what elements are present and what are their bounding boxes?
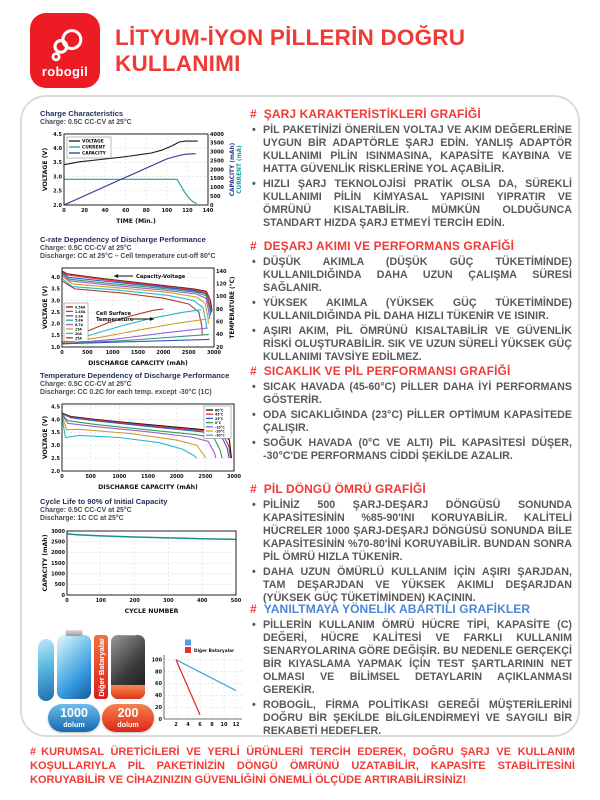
- chart-block-charge-characteristics: [40, 109, 248, 225]
- svg-text:4.0: 4.0: [51, 275, 60, 282]
- section-title: YANILTMAYA YÖNELİK ABARTILI GRAFİKLER: [263, 602, 531, 616]
- svg-text:100: 100: [151, 657, 162, 664]
- svg-text:60: 60: [155, 681, 162, 688]
- chart-subtitle: Charge: 0.5C CC-CV at 25°C: [40, 507, 132, 514]
- bullet-item: • ROBOGİL, FİRMA POLİTİKASI GEREĞİ MÜŞTERİLERİNİ DOĞRU BİR ŞEKİLDE BİLGİLENDİRMEYİ VE SAYGILI BİR REKABETİ HEDEFLER.: [250, 699, 572, 738]
- bullet-item: • DAHA UZUN ÖMÜRLÜ KULLANIM İÇİN AŞIRI ŞARJDAN, TAM DEŞARJDAN VE YÜKSEK AKIMLI DEŞARJDAN (YÜKSEK GÜÇ TÜKETİMİNDEN) KAÇININ.: [250, 566, 572, 605]
- header: [30, 13, 560, 88]
- svg-text:4000: 4000: [210, 131, 224, 138]
- svg-text:-30°C: -30°C: [215, 433, 225, 438]
- svg-text:500: 500: [82, 350, 93, 356]
- section-title: PİL DÖNGÜ ÖMRÜ GRAFİĞİ: [263, 482, 426, 496]
- svg-text:Diğer Bataryalar: Diğer Bataryalar: [194, 649, 235, 654]
- svg-text:8: 8: [210, 722, 214, 728]
- battery-low-dark: [111, 635, 145, 699]
- svg-text:0: 0: [65, 598, 69, 604]
- svg-text:500: 500: [210, 193, 221, 200]
- svg-text:5.8A: 5.8A: [75, 318, 84, 323]
- chart-subtitle: Discharge: 1C CC at 25°C: [40, 515, 124, 522]
- cycle-badge-200: [102, 704, 154, 732]
- bullet-item: • HIZLI ŞARJ TEKNOLOJİSİ PRATİK OLSA DA, SÜREKLİ KULLANIMI PİLİN KİMYASAL YAPISINI YIPRATIR VE ÖMRÜNÜ KISALTABİLİR. MÜMKÜN OLDUĞUNCA STANDART HIZDA ŞARJ ETMEYİ TERCİH EDİN.: [250, 178, 572, 230]
- svg-text:60: 60: [216, 319, 223, 326]
- svg-text:TIME (Min.): TIME (Min.): [116, 218, 156, 225]
- svg-text:4.5: 4.5: [51, 404, 60, 411]
- svg-text:20: 20: [155, 704, 162, 711]
- svg-text:1500: 1500: [131, 350, 145, 356]
- section-heading: [250, 482, 572, 496]
- svg-text:VOLTAGE (V): VOLTAGE (V): [42, 285, 49, 330]
- hash-symbol: #: [30, 746, 37, 758]
- svg-text:400: 400: [196, 598, 208, 604]
- robogil-battery-column: [57, 629, 91, 732]
- temperature-discharge-chart: [40, 399, 244, 491]
- cycle-life-chart: [40, 525, 244, 615]
- svg-text:2.9A: 2.9A: [75, 314, 84, 319]
- svg-text:3500: 3500: [210, 140, 224, 147]
- cycle-count: 1000: [60, 706, 88, 720]
- svg-text:500: 500: [230, 598, 242, 604]
- svg-text:0°C: 0°C: [215, 421, 222, 426]
- svg-text:2000: 2000: [169, 474, 184, 480]
- section-heading: [250, 239, 572, 253]
- svg-text:CURRENT (mA): CURRENT (mA): [237, 145, 243, 194]
- charge-characteristics-chart: [40, 129, 244, 225]
- section-title: SICAKLIK VE PİL PERFORMANSI GRAFİĞİ: [263, 364, 511, 378]
- logo-text: robogil: [41, 63, 89, 79]
- svg-text:1000: 1000: [51, 571, 65, 578]
- svg-text:2: 2: [174, 722, 178, 728]
- svg-text:45°C: 45°C: [215, 412, 224, 417]
- svg-text:CURRENT: CURRENT: [82, 145, 106, 151]
- hash-symbol: #: [250, 364, 257, 378]
- section-bullets: [250, 124, 572, 230]
- svg-text:2.5: 2.5: [51, 309, 60, 316]
- svg-text:2500: 2500: [181, 350, 196, 356]
- section-discharge-performance: [250, 239, 572, 366]
- svg-text:3000: 3000: [210, 149, 224, 156]
- svg-text:60°C: 60°C: [215, 408, 224, 413]
- other-batteries-label: Diğer Bataryalar: [96, 637, 106, 697]
- svg-text:3000: 3000: [227, 474, 241, 480]
- svg-text:2.0: 2.0: [51, 468, 60, 475]
- svg-text:140: 140: [202, 208, 214, 214]
- svg-text:40: 40: [155, 693, 162, 700]
- svg-text:CAPACITY: CAPACITY: [82, 151, 106, 157]
- svg-text:120: 120: [182, 208, 193, 214]
- svg-text:80: 80: [155, 669, 162, 676]
- hash-symbol: #: [250, 482, 257, 496]
- svg-text:3.5: 3.5: [51, 430, 60, 437]
- svg-text:1.45A: 1.45A: [75, 309, 86, 314]
- bullet-item: • ODA SICAKLIĞINDA (23°C) PİLLER OPTİMUM KAPASİTEDE ÇALIŞIR.: [250, 409, 572, 435]
- section-title: DEŞARJ AKIMI VE PERFORMANS GRAFİĞİ: [263, 239, 515, 253]
- svg-text:15A: 15A: [75, 327, 82, 332]
- svg-text:60: 60: [122, 208, 130, 214]
- chart-block-cycle-life: [40, 497, 248, 615]
- chart-subtitle: Charge: 0.5C CC-CV at 25°C: [40, 381, 132, 388]
- chart-title: Charge Characteristics: [40, 109, 124, 118]
- svg-text:40: 40: [101, 208, 109, 214]
- svg-text:100: 100: [95, 598, 107, 604]
- svg-text:20A: 20A: [75, 331, 82, 336]
- battery-comparison-graphic: [38, 629, 250, 733]
- section-bullets: [250, 499, 572, 605]
- svg-text:1500: 1500: [51, 560, 65, 567]
- svg-text:3000: 3000: [207, 350, 221, 356]
- bullet-item: • PİL PAKETİNİZİ ÖNERİLEN VOLTAJ VE AKIM DEĞERLERİNE UYGUN BİR ADAPTÖRLE ŞARJ EDİN. YANLIŞ ADAPTÖR KULLANIMI PİLİN ISINMASINA, KAPASİTE KAYBINA VE HATTA GÜVENLİK RİSKLERİNE YOL AÇABİLİR.: [250, 124, 572, 176]
- svg-text:300: 300: [163, 598, 174, 604]
- bullet-item: • PİLLERİN KULLANIM ÖMRÜ HÜCRE TİPİ, KAPASİTE (C) DEĞERİ, HÜCRE KALİTESİ VE FARKLI KULLANIM SENARYOLARINA GÖRE DEĞİŞİR. BU NEDENLE GERÇEKÇİ BİR KIYASLAMA YAPMAK İÇİN TEST ŞARTLARININ NET OLMASI VE BİLİMSEL DETAYLARIN AÇIKLANMASI GEREKİR.: [250, 619, 572, 697]
- svg-text:CYCLE NUMBER: CYCLE NUMBER: [124, 608, 179, 615]
- battery-full-blue: [57, 635, 91, 699]
- svg-text:20: 20: [216, 344, 223, 351]
- bullet-item: • PİLİNİZ 500 ŞARJ-DEŞARJ DÖNGÜSÜ SONUNDA KAPASİTESİNİN %85-90'INI KORUYABİLİR. KALİTELİ HÜCRELER 1000 ŞARJ-DEŞARJ DÖNGÜSÜ SONUNDA BİLE KAPASİTESİNİN %70-80'İNİ KORUYABİLİR. BUNDAN SONRA PİL ÖMRÜ HIZLA TÜKENİR.: [250, 499, 572, 564]
- cycle-unit: dolum: [117, 719, 139, 729]
- hash-symbol: #: [250, 239, 257, 253]
- cycle-count: 200: [117, 706, 139, 720]
- svg-text:4.5: 4.5: [53, 131, 62, 138]
- svg-text:Cell Surface: Cell Surface: [96, 311, 132, 317]
- svg-text:2000: 2000: [51, 550, 65, 557]
- svg-text:100: 100: [216, 294, 227, 301]
- footer-text: KURUMSAL ÜRETİCİLERİ VE YERLİ ÜRÜNLERİ TERCİH EDEREK, DOĞRU ŞARJ VE KULLANIM KOŞULLARIYLA PİL PAKETİNİZİN DÖNGÜ ÖMRÜNÜ UZATABİLİR, KAPASİTE STABİLİTESİNİ KORUYABİLİR VE CİHAZINIZIN GÜVENLİĞİNİ ÖNEMLİ ÖLÇÜDE ARTIRABİLİRSİNİZ!: [30, 746, 575, 786]
- other-batteries-bar: [94, 635, 108, 699]
- crate-discharge-chart: [40, 263, 244, 367]
- svg-text:-20°C: -20°C: [215, 429, 225, 434]
- svg-text:1000: 1000: [210, 185, 224, 192]
- svg-text:200: 200: [129, 598, 140, 604]
- svg-text:3.5: 3.5: [53, 160, 62, 167]
- svg-text:20: 20: [81, 208, 89, 214]
- svg-text:500: 500: [54, 582, 65, 589]
- hash-symbol: #: [250, 107, 257, 121]
- svg-text:100: 100: [161, 208, 173, 214]
- svg-text:0: 0: [60, 474, 64, 480]
- svg-text:2500: 2500: [210, 158, 224, 165]
- svg-text:3000: 3000: [51, 528, 65, 535]
- chart-subtitle: Discharge: CC 0.2C for each temp. except -30°C (1C): [40, 389, 212, 396]
- chart-block-temperature-discharge: [40, 371, 248, 491]
- svg-text:CAPACITY (mAh): CAPACITY (mAh): [42, 534, 49, 592]
- section-heading: [250, 364, 572, 378]
- svg-text:1000: 1000: [112, 474, 127, 480]
- section-misleading-graphs: [250, 602, 572, 739]
- page-title: LİTYUM-İYON PİLLERİN DOĞRU KULLANIMI: [115, 25, 466, 76]
- svg-text:0: 0: [62, 208, 66, 214]
- section-charge-characteristics: [250, 107, 572, 232]
- other-battery-column: [111, 629, 145, 732]
- svg-text:6: 6: [198, 722, 202, 728]
- svg-text:VOLTAGE (V): VOLTAGE (V): [42, 415, 49, 460]
- svg-text:VOLTAGE (V): VOLTAGE (V): [42, 147, 49, 192]
- svg-text:8.7A: 8.7A: [75, 323, 84, 328]
- svg-text:2.5: 2.5: [51, 455, 60, 462]
- svg-text:2.0: 2.0: [53, 202, 62, 209]
- svg-text:TEMPERATURE (°C): TEMPERATURE (°C): [230, 276, 236, 339]
- svg-text:CAPACITY (mAh): CAPACITY (mAh): [230, 142, 236, 197]
- svg-text:1.0: 1.0: [51, 344, 60, 351]
- svg-text:Capacity-Voltage: Capacity-Voltage: [136, 274, 186, 280]
- svg-text:500: 500: [85, 474, 96, 480]
- svg-text:1500: 1500: [210, 176, 224, 183]
- section-cycle-life: [250, 482, 572, 607]
- svg-text:80: 80: [142, 208, 150, 214]
- svg-text:2.5: 2.5: [53, 188, 62, 195]
- section-title: ŞARJ KARAKTERİSTİKLERİ GRAFİĞİ: [263, 107, 481, 121]
- svg-text:2500: 2500: [198, 474, 213, 480]
- svg-text:VOLTAGE: VOLTAGE: [82, 139, 104, 145]
- section-heading: [250, 602, 572, 616]
- svg-text:25°C: 25°C: [215, 416, 224, 421]
- cycle-comparison-mini-chart: [150, 633, 246, 733]
- battery-capsule-blue: [38, 639, 54, 701]
- bullet-item: • SICAK HAVADA (45-60°C) PİLLER DAHA İYİ PERFORMANS GÖSTERİR.: [250, 381, 572, 407]
- hash-symbol: #: [250, 602, 257, 616]
- svg-text:2.0: 2.0: [51, 321, 60, 328]
- section-bullets: [250, 256, 572, 364]
- bullet-item: • YÜKSEK AKIMLA (YÜKSEK GÜÇ TÜKETİMİNDE) KULLANILDIĞINDA PİL DAHA HIZLI TÜKENİR VE ISINIR.: [250, 297, 572, 323]
- svg-text:DISCHARGE CAPACITY (mAh): DISCHARGE CAPACITY (mAh): [88, 360, 188, 367]
- svg-text:80: 80: [216, 306, 223, 313]
- svg-text:0: 0: [158, 716, 162, 723]
- svg-text:2000: 2000: [210, 167, 224, 174]
- chart-block-crate-discharge: [40, 235, 248, 367]
- cycle-unit: dolum: [63, 719, 85, 729]
- svg-text:0: 0: [60, 350, 64, 356]
- bullet-item: • SOĞUK HAVADA (0°C VE ALTI) PİL KAPASİTESİ DÜŞER, -30°C'DE PERFORMANS CİDDİ ŞEKİLDE AZALIR.: [250, 437, 572, 463]
- chart-subtitle: Charge: 0.5C CC-CV at 25°C: [40, 245, 132, 252]
- svg-text:4.0: 4.0: [53, 146, 62, 152]
- section-bullets: [250, 381, 572, 463]
- bullet-item: • DÜŞÜK AKIMLA (DÜŞÜK GÜÇ TÜKETİMİNDE) KULLANILDIĞINDA DAHA UZUN ÇALIŞMA SÜRESİ SAĞLANIR.: [250, 256, 572, 295]
- battery-low-level: [111, 685, 145, 699]
- robogil-logo: [30, 13, 100, 88]
- footer-note: [30, 746, 575, 787]
- svg-text:25A: 25A: [75, 336, 82, 341]
- chart-title: Temperature Dependency of Discharge Performance: [40, 371, 230, 380]
- chart-title: Cycle Life to 90% of Initial Capacity: [40, 497, 168, 506]
- svg-text:3.0: 3.0: [51, 443, 60, 450]
- svg-text:0: 0: [210, 202, 214, 209]
- section-heading: [250, 107, 572, 121]
- svg-text:2000: 2000: [156, 350, 171, 356]
- svg-text:DISCHARGE CAPACITY (mAh): DISCHARGE CAPACITY (mAh): [98, 484, 198, 491]
- svg-text:4: 4: [186, 722, 190, 728]
- robogil-logo-icon: [43, 23, 87, 63]
- svg-text:1.5: 1.5: [51, 333, 60, 340]
- svg-text:4.0: 4.0: [51, 417, 60, 424]
- svg-text:40: 40: [216, 332, 223, 339]
- cycle-badge-1000: [48, 704, 100, 732]
- section-bullets: [250, 619, 572, 737]
- svg-text:1500: 1500: [141, 474, 155, 480]
- bullet-item: • AŞIRI AKIM, PİL ÖMRÜNÜ KISALTABİLİR VE GÜVENLİK RİSKİ OLUŞTURABİLİR. SIK VE UZUN SÜRELİ YÜKSEK GÜÇ KULLANIMI TAVSİYE EDİLMEZ.: [250, 325, 572, 364]
- svg-text:3.0: 3.0: [51, 298, 60, 305]
- svg-text:3.0: 3.0: [53, 174, 62, 181]
- chart-title: C-rate Dependency of Discharge Performance: [40, 235, 206, 244]
- svg-text:140: 140: [216, 268, 227, 275]
- svg-text:-10°C: -10°C: [215, 425, 225, 430]
- svg-text:3.5: 3.5: [51, 286, 60, 293]
- svg-text:1000: 1000: [105, 350, 120, 356]
- chart-subtitle: Discharge: CC at 25°C – Cell temperature cut-off 80°C: [40, 253, 216, 260]
- svg-text:12: 12: [232, 722, 240, 728]
- svg-text:10: 10: [220, 722, 228, 728]
- svg-text:0.58A: 0.58A: [75, 305, 86, 310]
- section-temperature-performance: [250, 364, 572, 465]
- svg-text:0: 0: [61, 592, 65, 599]
- content-card: [20, 95, 580, 737]
- chart-subtitle: Charge: 0.5C CC-CV at 25°C: [40, 119, 132, 126]
- svg-text:120: 120: [216, 281, 227, 288]
- svg-text:2500: 2500: [51, 539, 65, 546]
- svg-text:Temperature: Temperature: [96, 317, 134, 323]
